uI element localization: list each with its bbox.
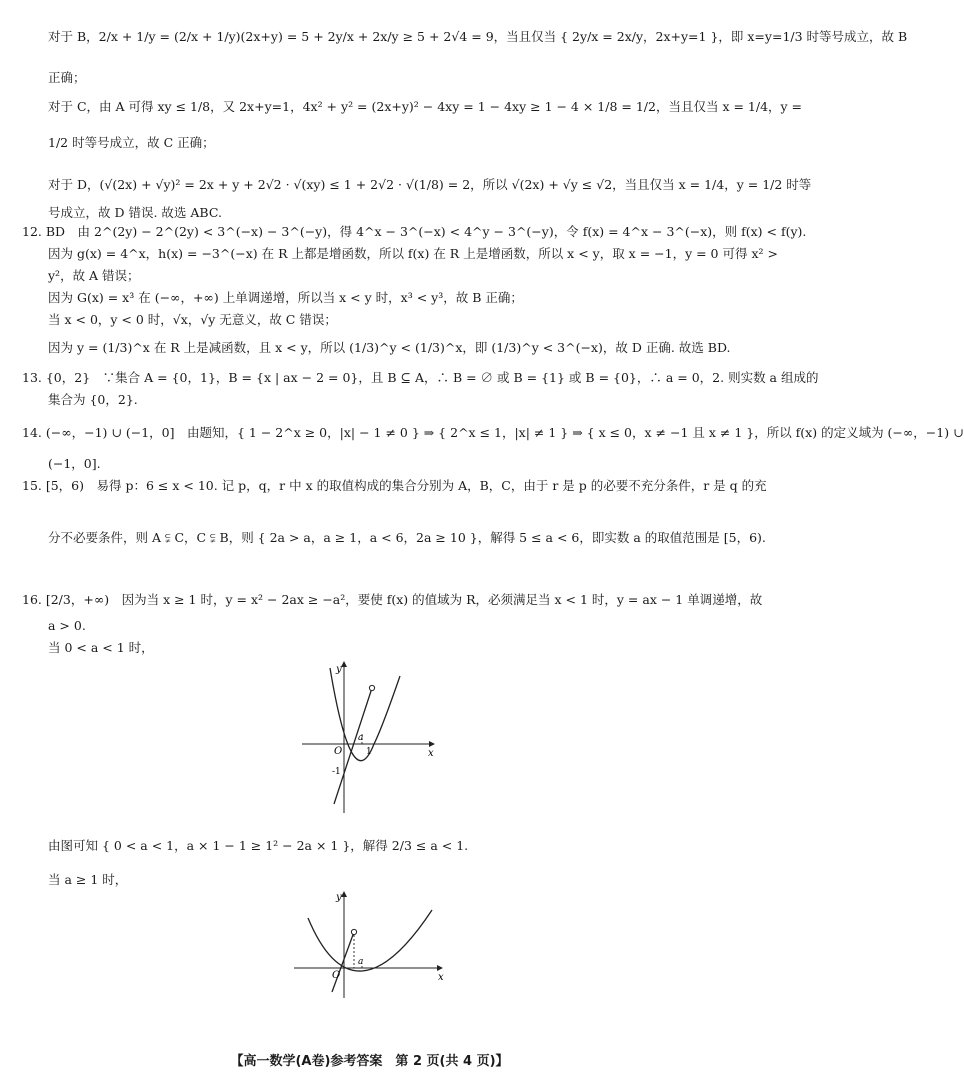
text-line: 由图可知 { 0 < a < 1，a × 1 − 1 ≥ 1² − 2a × 1 }，解得 2/3 ≤ a < 1.	[48, 838, 469, 853]
text-line: 15. [5，6) 易得 p：6 ≤ x < 10. 记 p，q，r 中 x 的取值构成的集合分别为 A，B，C，由于 r 是 p 的必要不充分条件，r 是 q 的充	[22, 478, 767, 493]
text-line: y²，故 A 错误；	[48, 268, 140, 283]
text-line: (−1，0].	[48, 456, 101, 471]
graph-case-a-lt-1	[300, 658, 440, 818]
text-line: 分不必要条件，则 A ⫋ C，C ⫋ B，则 { 2a > a，a ≥ 1，a < 6，2a ≥ 10 }，解得 5 ≤ a < 6，即实数 a 的取值范围是 [5，6).	[48, 530, 766, 545]
tick-label-a: a	[358, 733, 364, 743]
text-line: 号成立，故 D 错误. 故选 ABC.	[48, 205, 222, 220]
text-line: 当 a ≥ 1 时，	[48, 872, 128, 887]
tick-label-minus-1: -1	[332, 767, 341, 777]
axis-label-x: x	[428, 748, 434, 759]
text-line: 集合为 {0，2}.	[48, 392, 138, 407]
axis-label-y: y	[336, 664, 342, 675]
linear-segment	[332, 932, 354, 992]
axis-label-x: x	[438, 972, 444, 983]
text-line: 正确；	[48, 70, 86, 85]
text-line: 当 x < 0，y < 0 时，√x，√y 无意义，故 C 错误；	[48, 312, 337, 327]
page-footer: 【高一数学(A卷)参考答案 第 2 页(共 4 页)】	[230, 1054, 509, 1069]
text-line: 当 0 < a < 1 时，	[48, 640, 154, 655]
open-endpoint	[369, 685, 374, 690]
text-line: 对于 C，由 A 可得 xy ≤ 1/8，又 2x+y=1，4x² + y² = (2x+y)² − 4xy = 1 − 4xy ≥ 1 − 4 × 1/8 = 1/2，当且仅当 x = 1/4，y =	[48, 99, 803, 114]
parabola-curve	[308, 910, 432, 971]
origin-label: O	[332, 970, 341, 981]
graph-case-a-ge-1	[292, 888, 448, 1002]
text-line: 16. [2/3，+∞) 因为当 x ≥ 1 时，y = x² − 2ax ≥ −a²，要使 f(x) 的值域为 R，必须满足当 x < 1 时，y = ax − 1 单调递增，故	[22, 592, 763, 607]
text-line: 14. (−∞，−1) ∪ (−1，0] 由题知，{ 1 − 2^x ≥ 0，|x| − 1 ≠ 0 } ⇒ { 2^x ≤ 1，|x| ≠ 1 } ⇒ { x ≤ 0，x ≠ −1 且 x ≠ 1 }，所以 f(x) 的定义域为 (−∞，−1) ∪	[22, 425, 964, 440]
text-line: 对于 D，(√(2x) + √y)² = 2x + y + 2√2 · √(xy) ≤ 1 + 2√2 · √(1/8) = 2，所以 √(2x) + √y ≤ √2，当且仅当 x = 1/4，y = 1/2 时等	[48, 177, 812, 192]
origin-label: O	[334, 746, 343, 757]
axis-label-y: y	[336, 892, 342, 903]
text-line: 因为 g(x) = 4^x，h(x) = −3^(−x) 在 R 上都是增函数，所以 f(x) 在 R 上是增函数，所以 x < y，取 x = −1，y = 0 可得 x² >	[48, 246, 778, 261]
text-line: a > 0.	[48, 618, 86, 633]
text-line: 因为 G(x) = x³ 在 (−∞，+∞) 上单调递增，所以当 x < y 时，x³ < y³，故 B 正确；	[48, 290, 523, 305]
text-line: 对于 B，2/x + 1/y = (2/x + 1/y)(2x+y) = 5 + 2y/x + 2x/y ≥ 5 + 2√4 = 9，当且仅当 { 2y/x = 2x/y，2x+y=1 }，即 x=y=1/3 时等号成立，故 B	[48, 29, 908, 44]
tick-label-1: 1	[366, 747, 372, 757]
text-line: 13. {0，2} ∵集合 A = {0，1}，B = {x | ax − 2 = 0}，且 B ⊆ A，∴ B = ∅ 或 B = {1} 或 B = {0}，∴ a = 0，2. 则实数 a 组成的	[22, 370, 819, 385]
text-line: 12. BD 由 2^(2y) − 2^(2y) < 3^(−x) − 3^(−y)，得 4^x − 3^(−x) < 4^y − 3^(−y)，令 f(x) = 4^x − 3^(−x)，则 f(x) < f(y).	[22, 224, 807, 239]
tick-label-a: a	[358, 957, 364, 967]
text-line: 因为 y = (1/3)^x 在 R 上是减函数，且 x < y，所以 (1/3)^y < (1/3)^x，即 (1/3)^y < 3^(−x)，故 D 正确. 故选 BD.	[48, 340, 731, 355]
open-endpoint	[351, 929, 356, 934]
text-line: 1/2 时等号成立，故 C 正确；	[48, 135, 215, 150]
